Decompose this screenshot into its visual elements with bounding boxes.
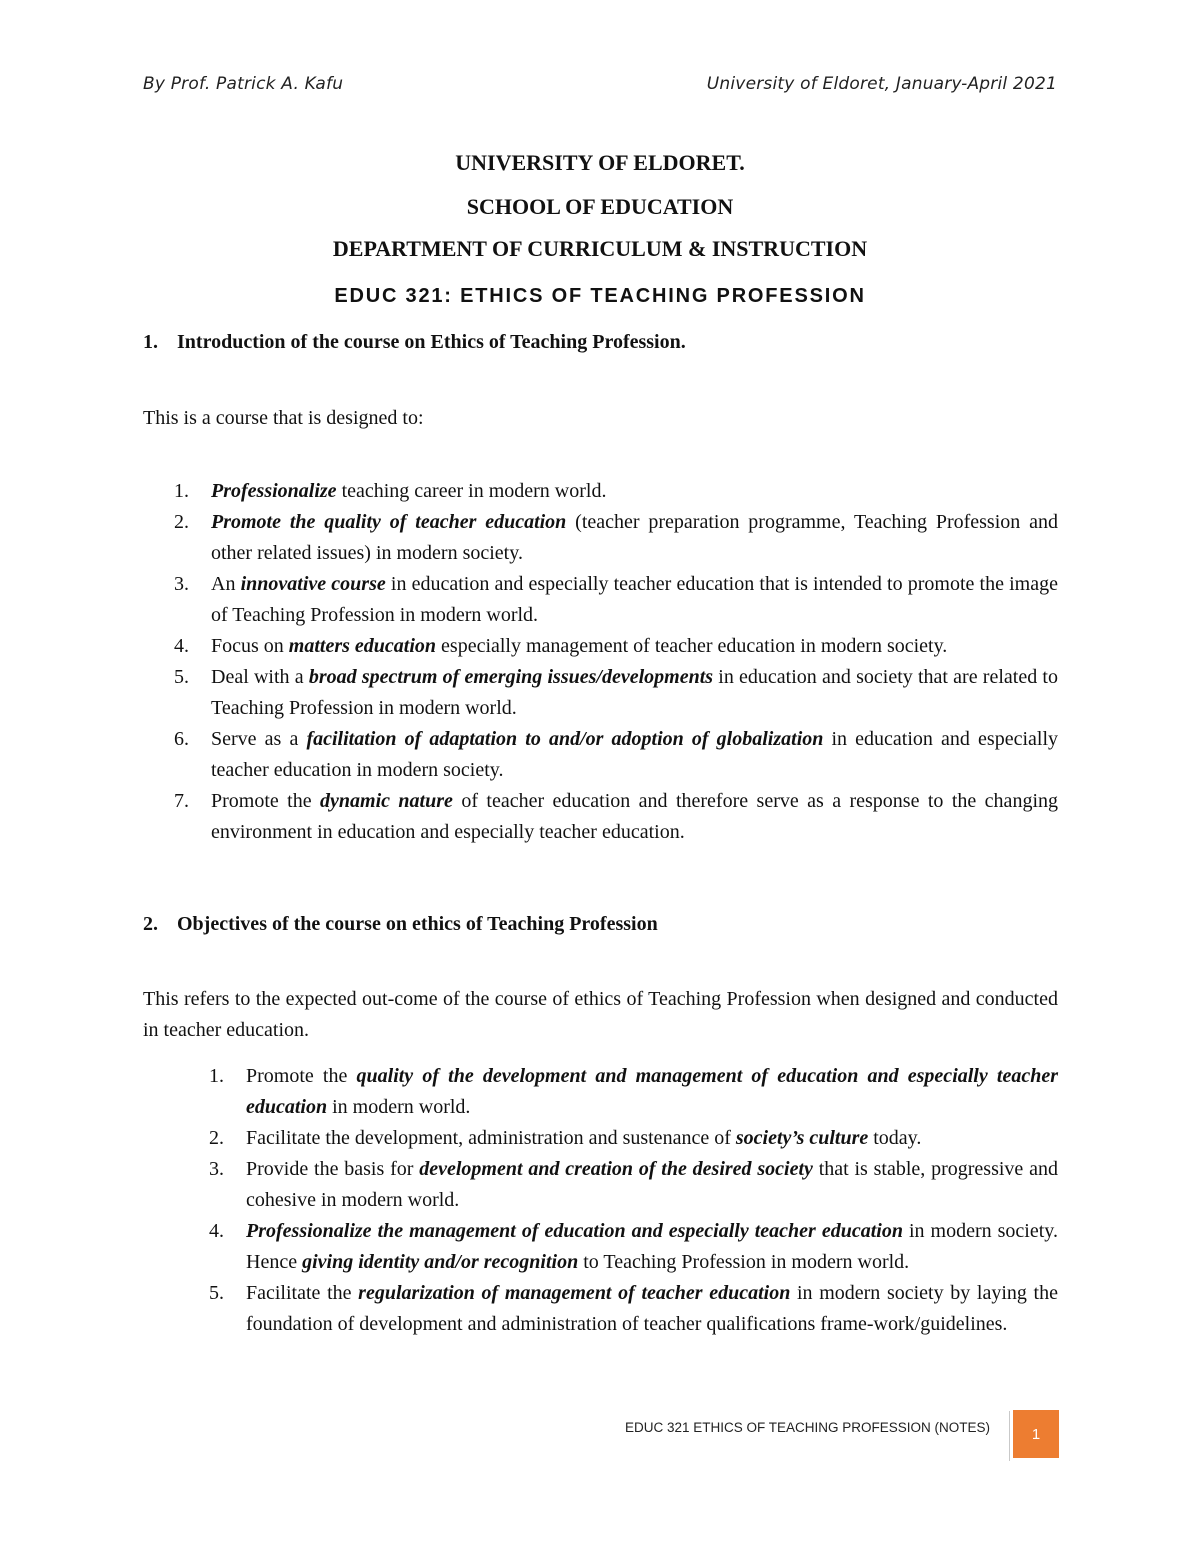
section-2-list xyxy=(209,1061,1058,1340)
footer-course-notes: EDUC 321 ETHICS OF TEACHING PROFESSION (NOTES) xyxy=(625,1420,991,1435)
list-item: 4. Focus on matters education especially management of teacher education in modern society. xyxy=(174,635,948,657)
list-item: 1. Promote the quality of the development and management of education and especially teacher education in modern world. xyxy=(209,1065,1058,1118)
section-2-number: 2. xyxy=(143,913,158,935)
title-course: EDUC 321: ETHICS OF TEACHING PROFESSION xyxy=(334,285,866,307)
list-item: 1. Professionalize teaching career in modern world. xyxy=(174,480,607,502)
header-institution-date: University of Eldoret, January-April 2021 xyxy=(706,74,1057,94)
title-university: UNIVERSITY OF ELDORET. xyxy=(455,150,745,175)
list-item: 3. Provide the basis for development and creation of the desired society that is stable, progressive and cohesive in modern world. xyxy=(209,1158,1058,1211)
section-1-intro: This is a course that is designed to: xyxy=(143,407,424,429)
page-number: 1 xyxy=(1031,1425,1041,1443)
section-1-number: 1. xyxy=(143,331,158,353)
section-2-intro: This refers to the expected out-come of the course of ethics of Teaching Profession when designed and conducted in teacher education. xyxy=(143,988,1058,1041)
section-1-heading xyxy=(143,331,686,354)
section-2-heading-text: Objectives of the course on ethics of Teaching Profession xyxy=(177,913,658,935)
title-department: DEPARTMENT OF CURRICULUM & INSTRUCTION xyxy=(332,236,868,261)
list-item: 4. Professionalize the management of education and especially teacher education in modern society. Hence giving identity and/or recognition to Teaching Profession in modern world. xyxy=(209,1220,1058,1273)
list-item: 5. Deal with a broad spectrum of emerging issues/developments in education and society that are related to Teaching Profession in modern world. xyxy=(174,666,1058,719)
list-item: 7. Promote the dynamic nature of teacher education and therefore serve as a response to the changing environment in education and especially teacher education. xyxy=(174,790,1058,843)
list-item: 5. Facilitate the regularization of management of teacher education in modern society by laying the foundation of development and administration of teacher qualifications frame-work/guidelines. xyxy=(209,1282,1058,1335)
footer-divider xyxy=(1009,1411,1010,1461)
section-2-heading xyxy=(143,913,658,936)
list-item: 2. Facilitate the development, administration and sustenance of society’s culture today. xyxy=(209,1127,922,1149)
section-1-heading-text: Introduction of the course on Ethics of Teaching Profession. xyxy=(177,331,686,353)
title-school: SCHOOL OF EDUCATION xyxy=(466,194,734,219)
page-number-badge xyxy=(1013,1410,1059,1458)
list-item: 3. An innovative course in education and especially teacher education that is intended to promote the image of Teaching Profession in modern world. xyxy=(174,573,1058,626)
list-item: 2. Promote the quality of teacher education (teacher preparation programme, Teaching Profession and other related issues) in modern society. xyxy=(174,511,1058,564)
list-item: 6. Serve as a facilitation of adaptation to and/or adoption of globalization in education and especially teacher education in modern society. xyxy=(174,728,1059,781)
header-author: By Prof. Patrick A. Kafu xyxy=(143,74,344,94)
section-1-list xyxy=(174,476,1059,848)
